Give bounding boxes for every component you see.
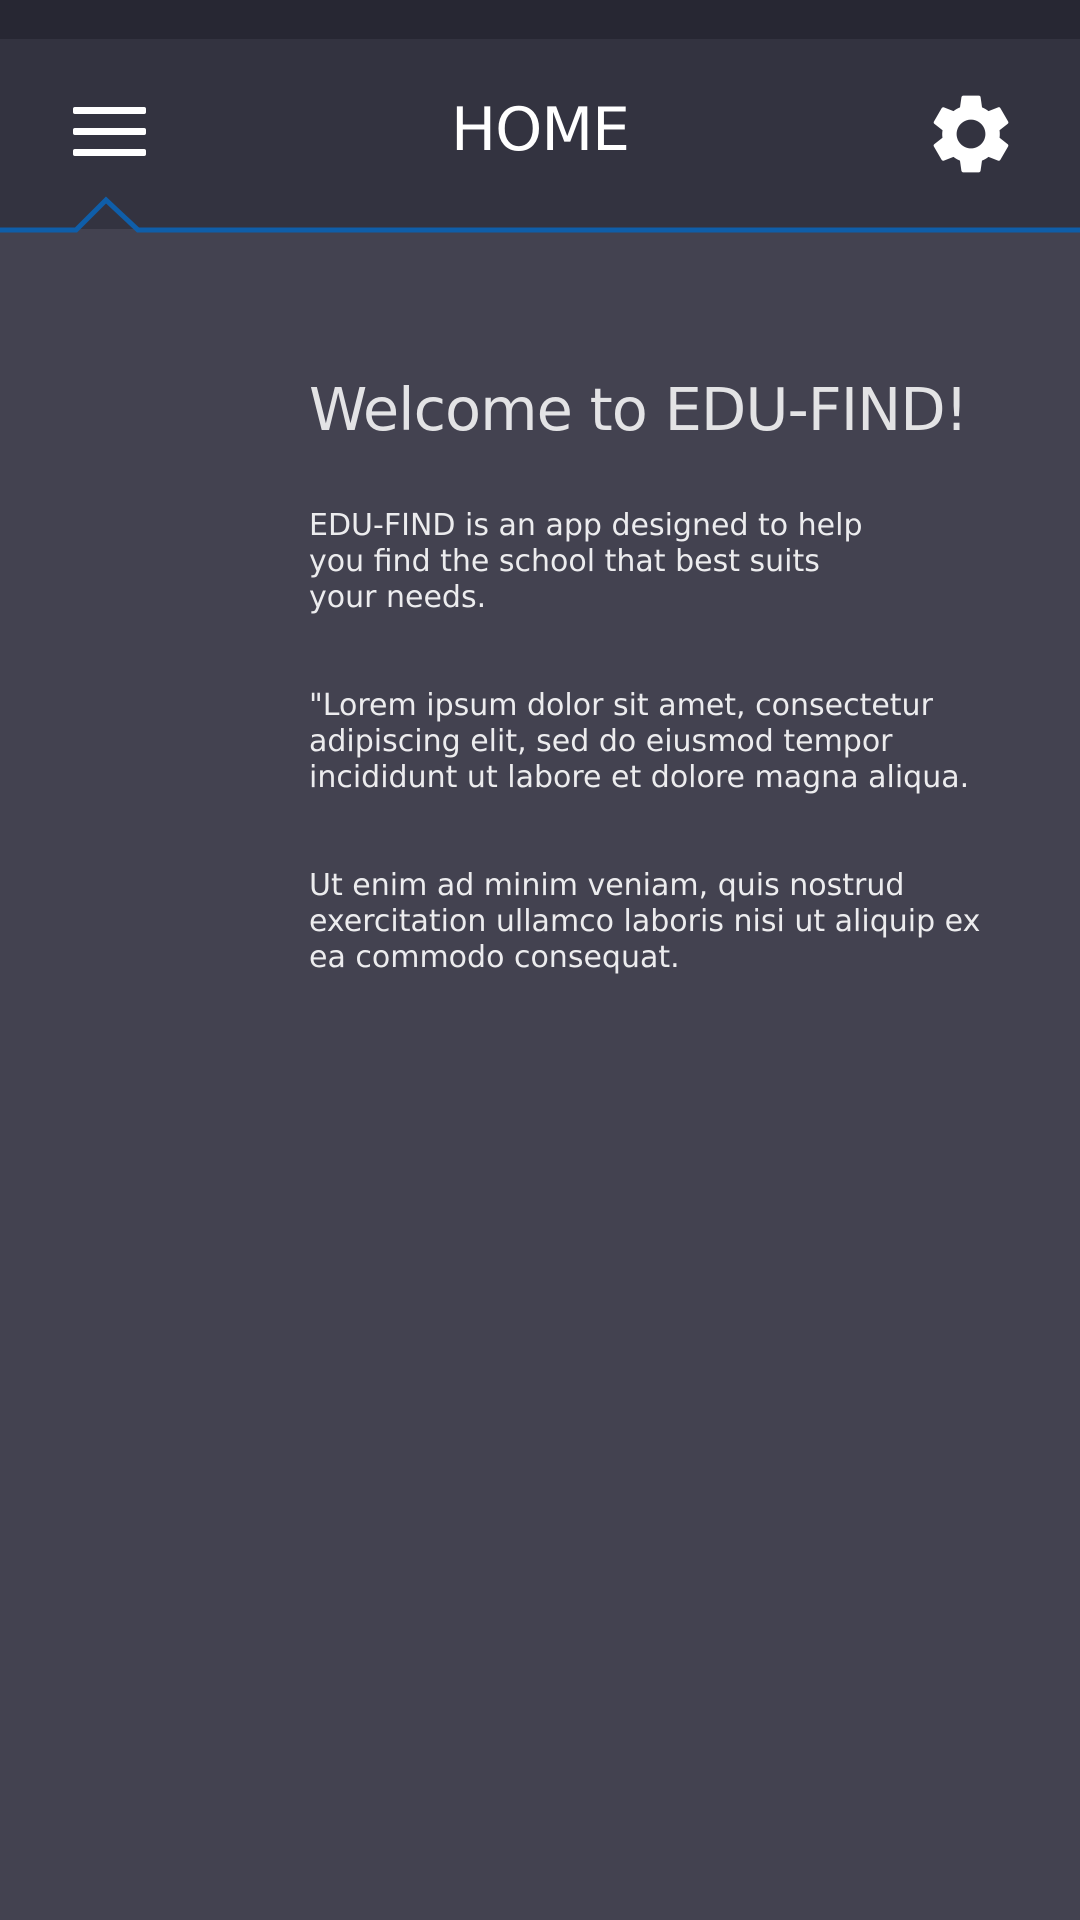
active-tab-indicator [0, 190, 1080, 240]
hamburger-menu-icon [73, 107, 146, 114]
hamburger-menu-icon-bar [73, 128, 146, 135]
menu-button[interactable] [60, 92, 160, 172]
welcome-title: Welcome to EDU-FIND! [309, 375, 968, 444]
settings-button[interactable] [920, 86, 1022, 182]
lorem-paragraph-1: "Lorem ipsum dolor sit amet, consectetur adipiscing elit, sed do eiusmod tempor incididunt ut labore et dolore magna aliqua. [309, 688, 970, 795]
gear-icon [920, 86, 1022, 182]
page-title: HOME [450, 95, 630, 165]
welcome-content [309, 360, 1009, 975]
app-description: EDU-FIND is an app designed to help you find the school that best suits your needs. [309, 508, 863, 615]
lorem-paragraph-2: Ut enim ad minim veniam, quis nostrud exercitation ullamco laboris nisi ut aliquip ex ea commodo consequat. [309, 868, 981, 975]
hamburger-menu-icon-bar [73, 149, 146, 156]
status-bar [0, 0, 1080, 39]
